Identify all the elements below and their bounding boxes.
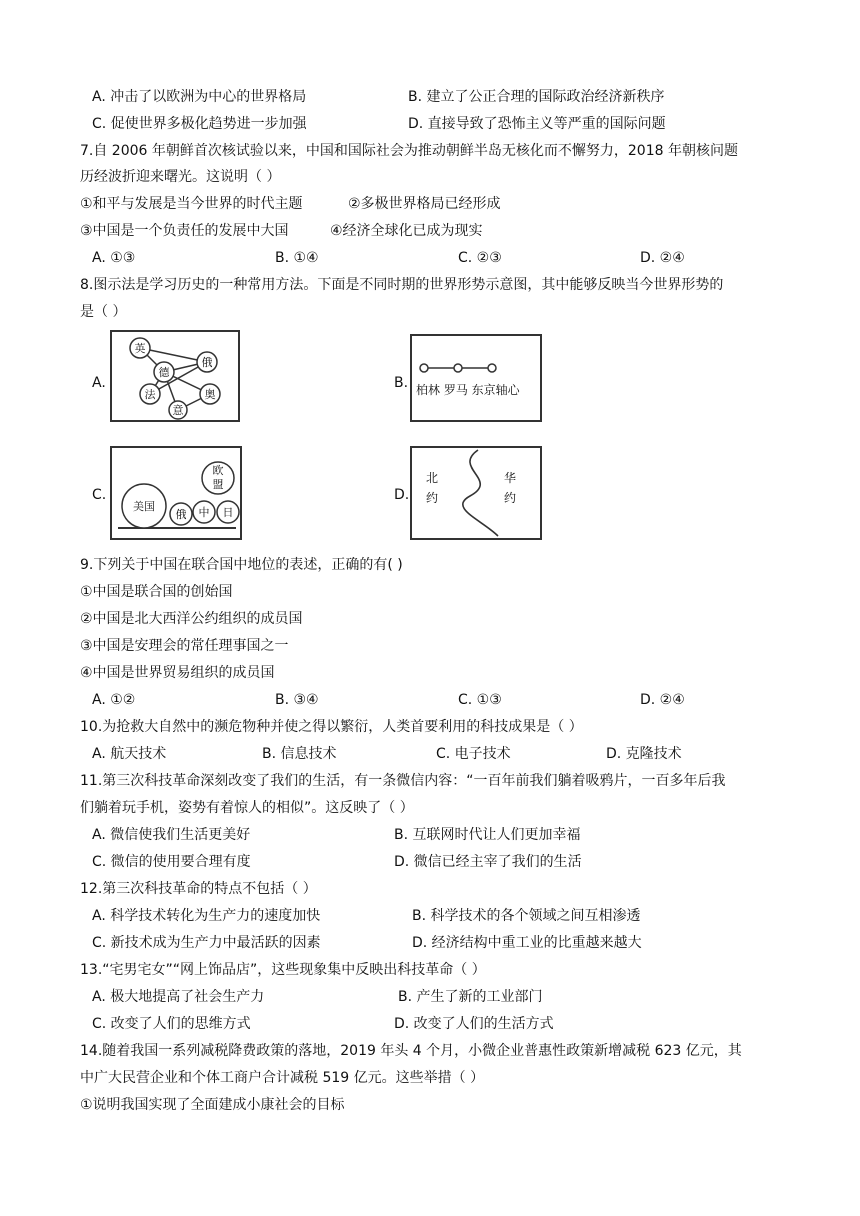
q12-stem: 12.第三次科技革命的特点不包括（ ） — [80, 881, 317, 897]
q10-stem: 10.为抢救大自然中的濒危物种并使之得以繁衍，人类首要利用的科技成果是（ ） — [80, 719, 583, 735]
q14-statement-1: ①说明我国实现了全面建成小康社会的目标 — [80, 1097, 345, 1113]
node-label: 盟 — [212, 478, 224, 491]
q7-stem-line1: 7.自 2006 年朝鲜首次核试验以来，中国和国际社会为推动朝鲜半岛无核化而不懈努力，2018 年朝核问题 — [80, 143, 738, 159]
q9-option-b: B. ③④ — [275, 692, 319, 708]
q9-statement-4: ④中国是世界贸易组织的成员国 — [80, 665, 275, 681]
diagram-c-multipolar — [110, 446, 242, 540]
q10-option-c: C. 电子技术 — [436, 746, 511, 762]
q7-option-b: B. ①④ — [275, 250, 319, 266]
diagram-b-axis — [410, 334, 542, 422]
q7-statement-3: ③中国是一个负责任的发展中大国 — [80, 223, 289, 239]
q6-option-d: D. 直接导致了恐怖主义等严重的国际问题 — [408, 116, 666, 132]
q9-statement-2: ②中国是北大西洋公约组织的成员国 — [80, 611, 303, 627]
q7-statement-2: ②多极世界格局已经形成 — [348, 196, 501, 212]
axis-label: 柏林 罗马 东京轴心 — [416, 383, 520, 397]
node-label: 俄 — [175, 508, 187, 521]
q6-option-c: C. 促使世界多极化趋势进一步加强 — [92, 116, 307, 132]
q7-option-d: D. ②④ — [640, 250, 685, 266]
q13-stem: 13.“宅男宅女”“网上饰品店”，这些现象集中反映出科技革命（ ） — [80, 962, 486, 978]
q10-option-d: D. 克隆技术 — [606, 746, 682, 762]
q11-option-c: C. 微信的使用要合理有度 — [92, 854, 251, 870]
q13-option-b: B. 产生了新的工业部门 — [398, 989, 543, 1005]
node-label: 德 — [158, 366, 170, 379]
q9-statement-1: ①中国是联合国的创始国 — [80, 584, 233, 600]
q9-option-d: D. ②④ — [640, 692, 685, 708]
q11-option-d: D. 微信已经主宰了我们的生活 — [394, 854, 582, 870]
q9-option-c: C. ①③ — [458, 692, 502, 708]
node-label: 日 — [222, 506, 234, 519]
q13-option-a: A. 极大地提高了社会生产力 — [92, 989, 265, 1005]
diagram-a-alliances — [110, 330, 240, 422]
q14-stem-line1: 14.随着我国一系列减税降费政策的落地，2019 年头 4 个月，小微企业普惠性政策新增减税 623 亿元，其 — [80, 1043, 742, 1059]
q11-option-a: A. 微信使我们生活更美好 — [92, 827, 251, 843]
q6-option-b: B. 建立了公正合理的国际政治经济新秩序 — [408, 89, 665, 105]
q13-option-d: D. 改变了人们的生活方式 — [394, 1016, 554, 1032]
q12-option-c: C. 新技术成为生产力中最活跃的因素 — [92, 935, 321, 951]
node-label: 奥 — [204, 388, 216, 401]
diagram-c-svg — [112, 448, 240, 538]
q7-statement-1: ①和平与发展是当今世界的时代主题 — [80, 196, 303, 212]
q11-stem-line2: 们躺着玩手机，姿势有着惊人的相似”。这反映了（ ） — [80, 800, 414, 816]
q9-option-a: A. ①② — [92, 692, 136, 708]
q11-option-b: B. 互联网时代让人们更加幸福 — [394, 827, 581, 843]
node-label: 意 — [172, 404, 184, 417]
diagram-b-svg — [412, 336, 540, 420]
q7-stem-line2: 历经波折迎来曙光。这说明（ ） — [80, 169, 281, 185]
q12-option-b: B. 科学技术的各个领域之间互相渗透 — [412, 908, 641, 924]
node-label: 中 — [198, 506, 210, 519]
q8-option-a-label: A. — [92, 375, 106, 391]
region-label: 北 — [426, 471, 439, 485]
diagram-d-svg — [412, 448, 540, 538]
q6-option-a: A. 冲击了以欧洲为中心的世界格局 — [92, 89, 307, 105]
region-label: 华 — [504, 471, 517, 485]
q9-stem: 9.下列关于中国在联合国中地位的表述，正确的有( ) — [80, 557, 403, 573]
q8-option-c-label: C. — [92, 487, 107, 503]
node-label: 俄 — [201, 356, 213, 369]
node-label: 英 — [134, 342, 146, 355]
region-label: 约 — [504, 491, 517, 505]
node-label: 美国 — [133, 500, 155, 513]
q7-option-a: A. ①③ — [92, 250, 136, 266]
q8-option-b-label: B. — [394, 375, 409, 391]
q12-option-d: D. 经济结构中重工业的比重越来越大 — [412, 935, 642, 951]
q10-option-a: A. 航天技术 — [92, 746, 167, 762]
q7-statement-4: ④经济全球化已成为现实 — [330, 223, 483, 239]
q13-option-c: C. 改变了人们的思维方式 — [92, 1016, 251, 1032]
q14-stem-line2: 中广大民营企业和个体工商户合计减税 519 亿元。这些举措（ ） — [80, 1070, 485, 1086]
node-label: 欧 — [212, 464, 224, 477]
q11-stem-line1: 11.第三次科技革命深刻改变了我们的生活，有一条微信内容：“一百年前我们躺着吸鸦片，一百多年后我 — [80, 773, 726, 789]
q7-option-c: C. ②③ — [458, 250, 502, 266]
diagram-a-svg — [112, 332, 238, 420]
q10-option-b: B. 信息技术 — [262, 746, 337, 762]
region-label: 约 — [426, 491, 439, 505]
q12-option-a: A. 科学技术转化为生产力的速度加快 — [92, 908, 321, 924]
q9-statement-3: ③中国是安理会的常任理事国之一 — [80, 638, 289, 654]
diagram-d-bipolar — [410, 446, 542, 540]
q8-stem-line1: 8.图示法是学习历史的一种常用方法。下面是不同时期的世界形势示意图，其中能够反映当今世界形势的 — [80, 277, 724, 293]
q8-stem-line2: 是（ ） — [80, 304, 127, 320]
node-label: 法 — [144, 388, 156, 401]
q8-option-d-label: D. — [394, 487, 410, 503]
